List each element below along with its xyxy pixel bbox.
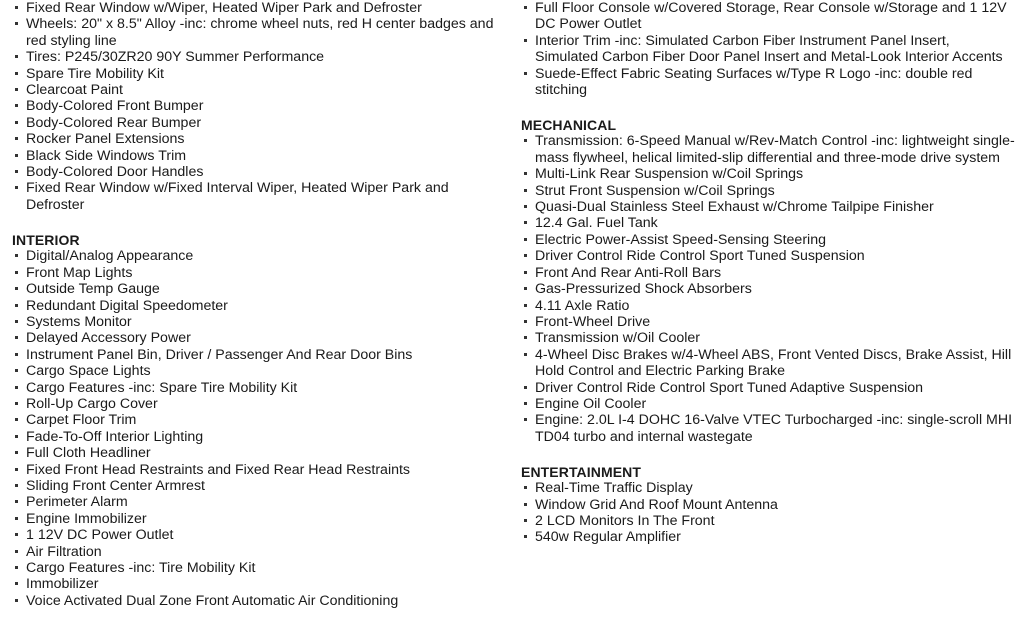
feature-item: 12.4 Gal. Fuel Tank [521,215,1016,231]
feature-item: Full Cloth Headliner [12,445,502,461]
feature-item: Strut Front Suspension w/Coil Springs [521,183,1016,199]
feature-item: Immobilizer [12,576,502,592]
feature-item: Transmission w/Oil Cooler [521,330,1016,346]
feature-item: Engine Oil Cooler [521,396,1016,412]
feature-item: Real-Time Traffic Display [521,480,1016,496]
feature-item: 4.11 Axle Ratio [521,298,1016,314]
section-gap [521,98,1016,117]
feature-item: Full Floor Console w/Covered Storage, Rear Console w/Storage and 1 12V DC Power Outlet [521,0,1016,33]
feature-item: Transmission: 6-Speed Manual w/Rev-Match Control -inc: lightweight single-mass flywheel, helical limited-slip differential and three-mode drive system [521,133,1016,166]
feature-item: Fade-To-Off Interior Lighting [12,429,502,445]
feature-item: Sliding Front Center Armrest [12,478,502,494]
feature-item: Multi-Link Rear Suspension w/Coil Springs [521,166,1016,182]
feature-item: Electric Power-Assist Speed-Sensing Steering [521,232,1016,248]
feature-item: Driver Control Ride Control Sport Tuned Suspension [521,248,1016,264]
feature-item: Air Filtration [12,544,502,560]
interior-continued-list [521,0,1016,98]
feature-item: Fixed Rear Window w/Fixed Interval Wiper, Heated Wiper Park and Defroster [12,180,502,213]
feature-item: Black Side Windows Trim [12,148,502,164]
feature-item: Cargo Space Lights [12,363,502,379]
feature-item: Systems Monitor [12,314,502,330]
feature-item: Body-Colored Front Bumper [12,98,502,114]
interior-list [12,248,502,609]
mechanical-heading: MECHANICAL [521,117,617,134]
entertainment-list [521,480,1016,546]
feature-item: Cargo Features -inc: Tire Mobility Kit [12,560,502,576]
feature-item: 4-Wheel Disc Brakes w/4-Wheel ABS, Front Vented Discs, Brake Assist, Hill Hold Control and Electric Parking Brake [521,347,1016,380]
feature-item: Front And Rear Anti-Roll Bars [521,265,1016,281]
feature-item: Fixed Front Head Restraints and Fixed Rear Head Restraints [12,462,502,478]
feature-item: Carpet Floor Trim [12,412,502,428]
feature-item: Spare Tire Mobility Kit [12,66,502,82]
feature-item: Cargo Features -inc: Spare Tire Mobility Kit [12,380,502,396]
feature-item: 540w Regular Amplifier [521,529,1016,545]
section-gap [12,213,502,232]
feature-item: Engine: 2.0L I-4 DOHC 16-Valve VTEC Turbocharged -inc: single-scroll MHI TD04 turbo and internal wastegate [521,412,1016,445]
exterior-list [12,0,502,213]
feature-item: Instrument Panel Bin, Driver / Passenger And Rear Door Bins [12,347,502,363]
feature-item: Wheels: 20" x 8.5" Alloy -inc: chrome wheel nuts, red H center badges and red styling line [12,16,502,49]
right-column [521,0,1016,546]
feature-item: Delayed Accessory Power [12,330,502,346]
feature-item: Body-Colored Rear Bumper [12,115,502,131]
feature-item: 1 12V DC Power Outlet [12,527,502,543]
feature-item: Rocker Panel Extensions [12,131,502,147]
mechanical-list [521,133,1016,445]
feature-item: Front-Wheel Drive [521,314,1016,330]
feature-item: Clearcoat Paint [12,82,502,98]
feature-item: Interior Trim -inc: Simulated Carbon Fiber Instrument Panel Insert, Simulated Carbon Fiber Door Panel Insert and Metal-Look Interior Accents [521,33,1016,66]
feature-item: Roll-Up Cargo Cover [12,396,502,412]
feature-item: Voice Activated Dual Zone Front Automatic Air Conditioning [12,593,502,609]
feature-item: Driver Control Ride Control Sport Tuned Adaptive Suspension [521,380,1016,396]
feature-item: Quasi-Dual Stainless Steel Exhaust w/Chrome Tailpipe Finisher [521,199,1016,215]
entertainment-heading: ENTERTAINMENT [521,464,642,481]
feature-item: Digital/Analog Appearance [12,248,502,264]
interior-heading: INTERIOR [12,232,80,249]
feature-item: Engine Immobilizer [12,511,502,527]
section-gap [521,445,1016,464]
feature-item: Tires: P245/30ZR20 90Y Summer Performance [12,49,502,65]
feature-item: Window Grid And Roof Mount Antenna [521,497,1016,513]
left-column [12,0,502,609]
feature-item: Front Map Lights [12,265,502,281]
feature-item: Fixed Rear Window w/Wiper, Heated Wiper Park and Defroster [12,0,502,16]
feature-item: Outside Temp Gauge [12,281,502,297]
feature-item: Gas-Pressurized Shock Absorbers [521,281,1016,297]
feature-item: Perimeter Alarm [12,494,502,510]
feature-item: Redundant Digital Speedometer [12,298,502,314]
feature-item: Suede-Effect Fabric Seating Surfaces w/Type R Logo -inc: double red stitching [521,66,1016,99]
feature-item: Body-Colored Door Handles [12,164,502,180]
feature-item: 2 LCD Monitors In The Front [521,513,1016,529]
